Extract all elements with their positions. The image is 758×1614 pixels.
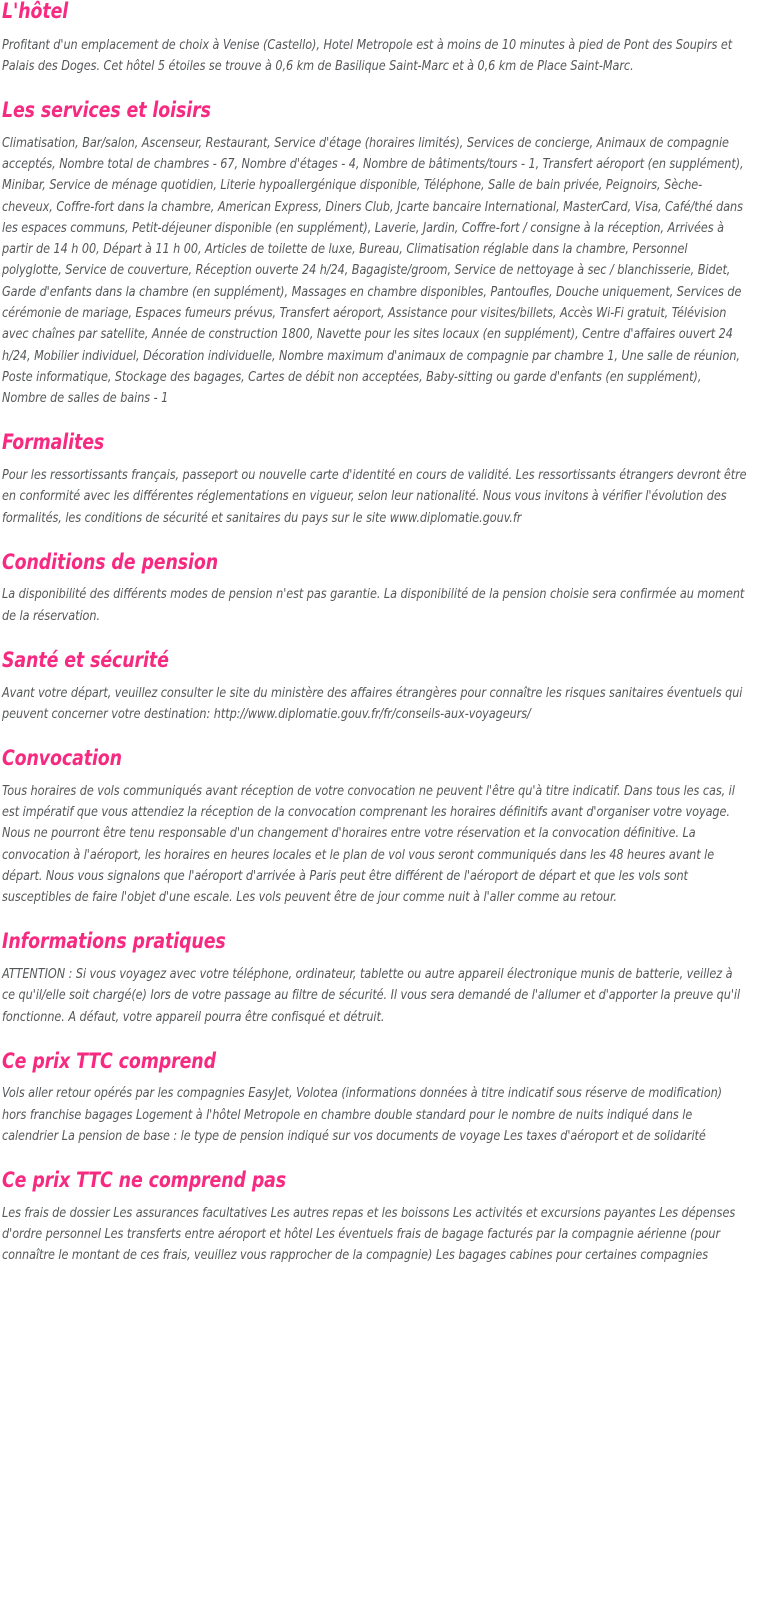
section-prix-comprend [2,1050,750,1147]
section-title-conditions-pension: Conditions de pension [2,549,219,574]
section-title-informations-pratiques: Informations pratiques [2,929,226,954]
section-title-formalites: Formalites [2,430,105,455]
section-title-prix-comprend: Ce prix TTC comprend [2,1048,216,1073]
section-body-prix-ne-comprend-pas: Les frais de dossier Les assurances facultatives Les autres repas et les boissons Les activités et excursions payantes Les dépenses d'ordre personnel Les transferts entre aéroport et hôtel Les éventuels frais de bagage facturés par la compagnie aérienne (pour connaître le montant de ces frais, veuillez vous rapprocher de la compagnie) Les bagages cabines pour certaines compagnies [2,1205,736,1264]
section-conditions-pension [2,551,750,627]
section-title-hotel: L'hôtel [2,0,69,23]
section-prix-ne-comprend-pas [2,1169,750,1266]
section-title-convocation: Convocation [2,746,122,771]
section-services-loisirs [2,99,750,409]
section-body-sante-securite: Avant votre départ, veuillez consulter le site du ministère des affaires étrangères pour connaître les risques sanitaires éventuels qui peuvent concerner votre destination: http://www.diplomatie.gouv.fr/fr/conseils-aux-voyageurs/ [2,685,743,722]
section-body-conditions-pension: La disponibilité des différents modes de pension n'est pas garantie. La disponibilité de la pension choisie sera confirmée au moment de la réservation. [2,587,745,624]
section-formalites [2,431,750,528]
section-hotel [2,0,750,77]
section-title-services-loisirs: Les services et loisirs [2,98,211,123]
section-body-informations-pratiques: ATTENTION : Si vous voyagez avec votre téléphone, ordinateur, tablette ou autre appareil électronique munis de batterie, veillez à ce qu'il/elle soit chargé(e) lors de votre passage au filtre de sécurité. Il vous sera demandé de l'allumer et d'apporter la preuve qu'il fonctionne. A défaut, votre appareil pourra être confisqué et détruit. [2,966,741,1025]
section-title-prix-ne-comprend-pas: Ce prix TTC ne comprend pas [2,1168,287,1193]
section-body-services-loisirs: Climatisation, Bar/salon, Ascenseur, Restaurant, Service d'étage (horaires limités), Services de concierge, Animaux de compagnie acceptés, Nombre total de chambres - 67, Nombre d'étages - 4, Nombre de bâtiments/tours - 1, Transfert aéroport (en supplément), Minibar, Service de ménage quotidien, Literie hypoallergénique disponible, Téléphone, Salle de bain privée, Peignoirs, Sèche-cheveux, Coffre-fort dans la chambre, American Express, Diners Club, Jcarte bancaire International, MasterCard, Visa, Café/thé dans les espaces communs, Petit-déjeuner disponible (en supplément), Laverie, Jardin, Coffre-fort / consigne à la réception, Arrivées à partir de 14 h 00, Départ à 11 h 00, Articles de toilette de luxe, Bureau, Climatisation réglable dans la chambre, Personnel polyglotte, Service de couverture, Réception ouverte 24 h/24, Bagagiste/groom, Service de nettoyage à sec / blanchisserie, Bidet, Garde d'enfants dans la chambre (en supplément), Massages en chambre disponibles, Pantoufles, Douche uniquement, Services de cérémonie de mariage, Espaces fumeurs prévus, Transfert aéroport, Assistance pour visites/billets, Accès Wi-Fi gratuit, Télévision avec chaînes par satellite, Année de construction 1800, Navette pour les sites locaux (en supplément), Centre d'affaires ouvert 24 h/24, Mobilier individuel, Décoration individuelle, Nombre maximum d'animaux de compagnie par chambre 1, Une salle de réunion, Poste informatique, Stockage des bagages, Cartes de débit non acceptées, Baby-sitting ou garde d'enfants (en supplément), Nombre de salles de bains - 1 [2,135,744,407]
section-body-prix-comprend: Vols aller retour opérés par les compagnies EasyJet, Volotea (informations données à titre indicatif sous réserve de modification) hors franchise bagages Logement à l'hôtel Metropole en chambre double standard pour le nombre de nuits indiqué dans le calendrier La pension de base : le type de pension indiqué sur vos documents de voyage Les taxes d'aéroport et de solidarité [2,1086,723,1144]
section-informations-pratiques [2,930,750,1027]
section-sante-securite [2,649,750,725]
section-convocation [2,747,750,908]
section-body-formalites: Pour les ressortissants français, passeport ou nouvelle carte d'identité en cours de validité. Les ressortissants étrangers devront être en conformité avec les différentes réglementations en vigueur, selon leur nationalité. Nous vous invitons à vérifier l'évolution des formalités, les conditions de sécurité et sanitaires du pays sur le site www.diplomatie.gouv.fr [2,468,747,526]
section-body-convocation: Tous horaires de vols communiqués avant réception de votre convocation ne peuvent l'être qu'à titre indicatif. Dans tous les cas, il est impératif que vous attendiez la réception de la convocation comprenant les horaires définitifs avant d'organiser votre voyage. Nous ne pourront être tenu responsable d'un changement d'horaires entre votre réservation et la convocation définitive. La convocation à l'aéroport, les horaires en heures locales et le plan de vol vous seront communiqués dans les 48 heures avant le départ. Nous vous signalons que l'aéroport d'arrivée à Paris peut être différent de l'aéroport de départ et que les vols sont susceptibles de faire l'objet d'une escale. Les vols peuvent être de jour comme nuit à l'aller comme au retour. [2,783,735,906]
section-title-sante-securite: Santé et sécurité [2,648,169,672]
section-body-hotel: Profitant d'un emplacement de choix à Venise (Castello), Hotel Metropole est à moins de 10 minutes à pied de Pont des Soupirs et Palais des Doges. Cet hôtel 5 étoiles se trouve à 0,6 km de Basilique Saint-Marc et à 0,6 km de Place Saint-Marc. [2,37,733,74]
